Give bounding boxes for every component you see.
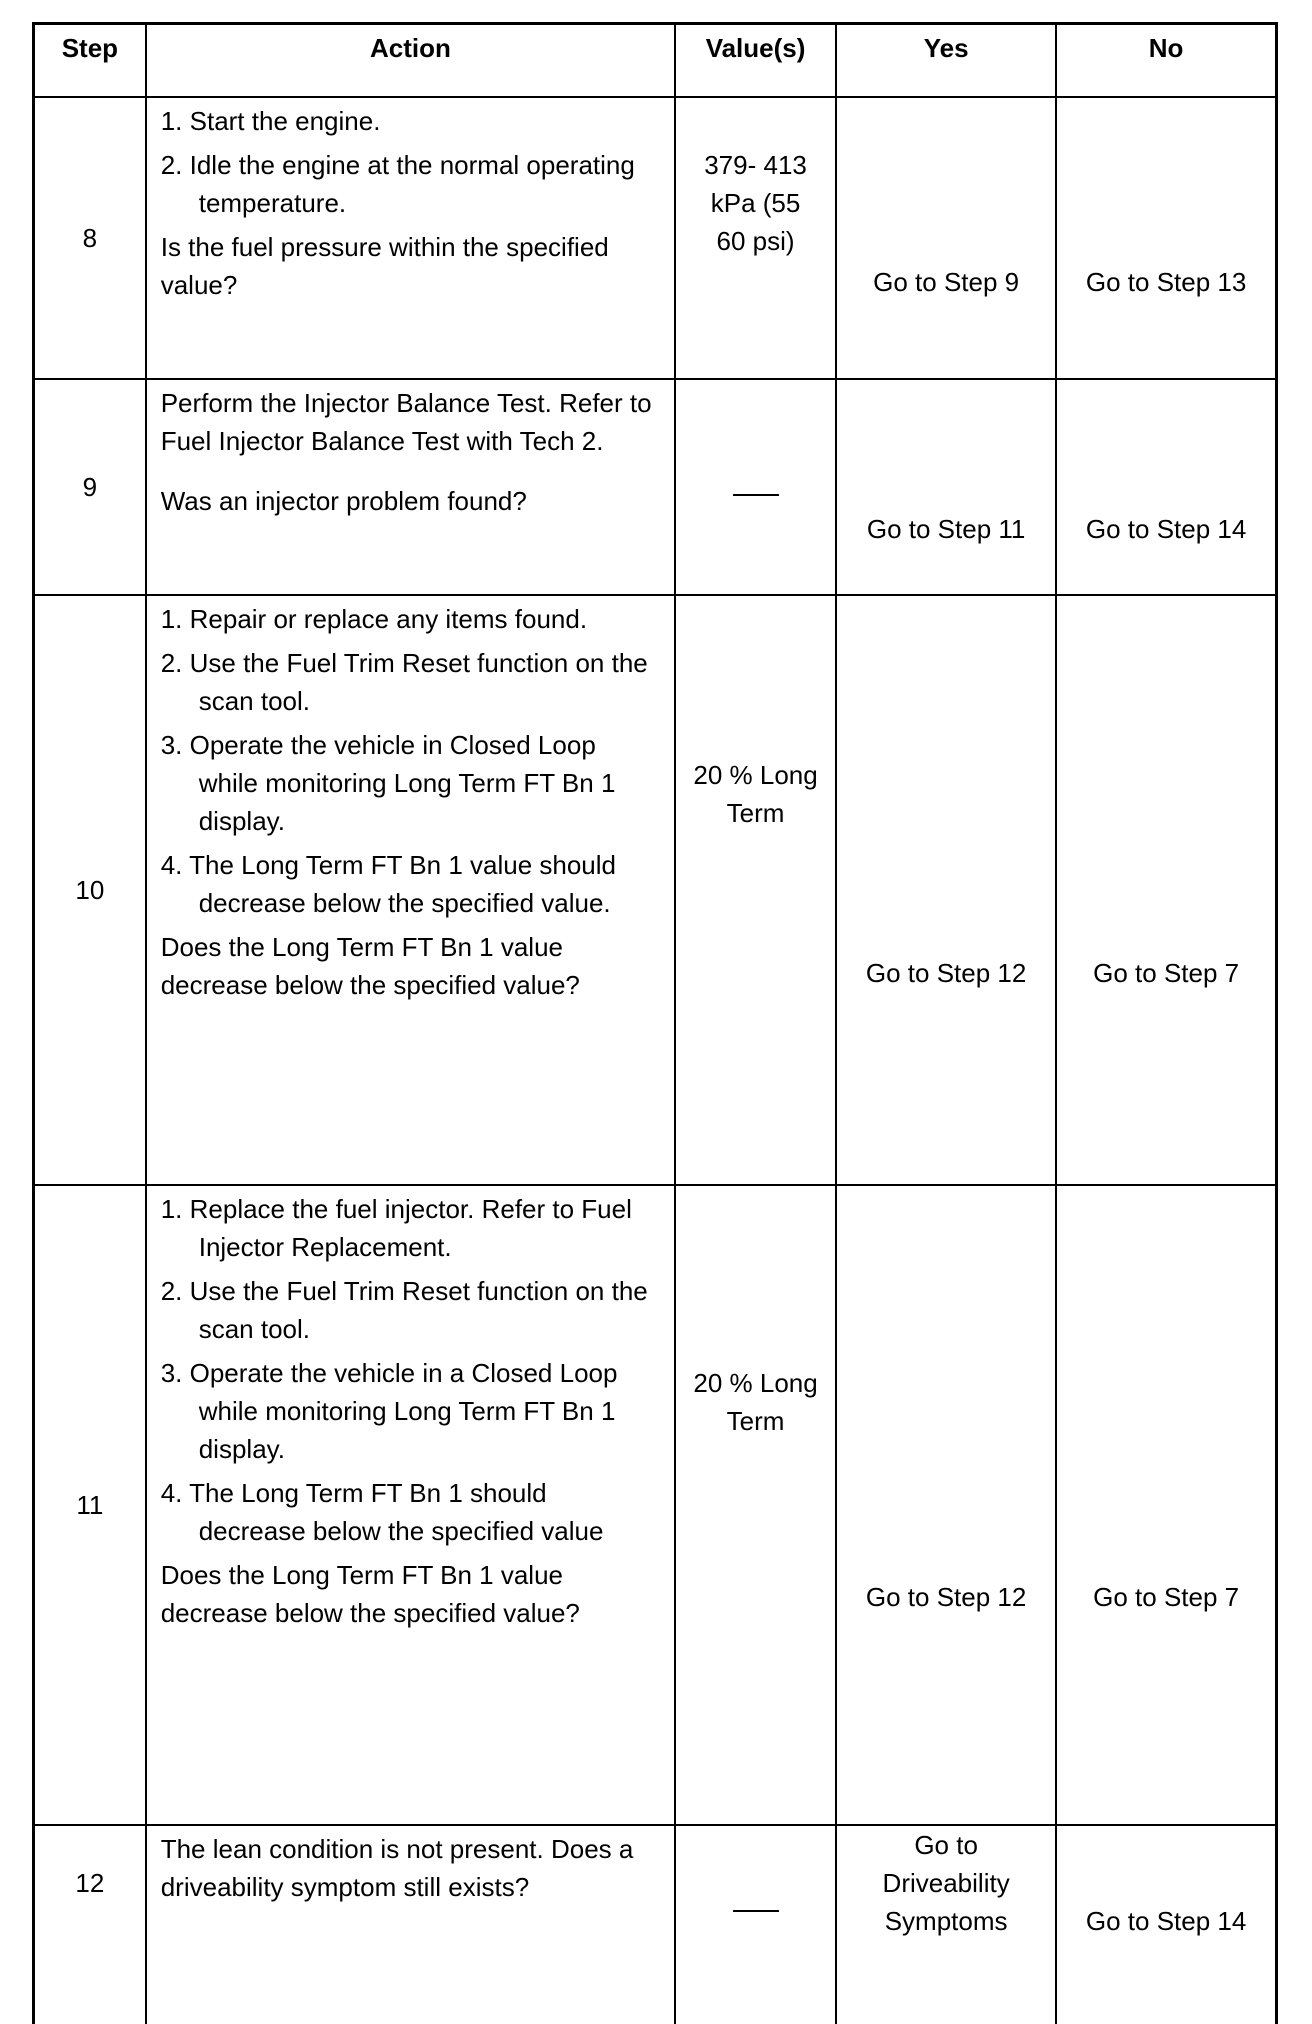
action-question: Does the Long Term FT Bn 1 value decrease below the specified value? [160,1560,580,1628]
action-item: 1. Replace the fuel injector. Refer to Fuel Injector Replacement. [160,1194,632,1262]
action-question: Does the Long Term FT Bn 1 value decrease below the specified value? [160,932,580,1000]
action-cell [146,1185,675,1825]
yes-cell [836,1185,1056,1825]
step-number: 11 [34,1185,146,1825]
no-cell [1056,97,1276,379]
action-item: 4. The Long Term FT Bn 1 should decrease below the specified value [160,1478,604,1546]
action-item: 3. Operate the vehicle in Closed Loop while monitoring Long Term FT Bn 1 display. [160,730,616,836]
value-cell [675,97,836,379]
action-cell [146,1825,675,2024]
step-number: 9 [34,379,146,595]
action-cell [146,379,675,595]
yes-cell [836,97,1056,379]
action-item: 1. Start the engine. [160,106,381,136]
no-cell [1056,595,1276,1185]
action-question: Was an injector problem found? [160,486,527,516]
value-cell [675,1185,836,1825]
value-line: 60 psi) [716,226,795,256]
yes-cell [836,1825,1056,2024]
table-row [34,379,1277,595]
no-result: Go to Step 7 [1093,958,1240,988]
header-yes: Yes [836,24,1056,98]
header-step: Step [34,24,146,98]
header-values: Value(s) [675,24,836,98]
value-line: 379- 413 [704,150,807,180]
action-item: 2. Idle the engine at the normal operating temperature. [160,150,635,218]
no-result: Go to Step 14 [1085,1906,1247,1936]
table-row [34,97,1277,379]
yes-result: Go to Step 9 [873,267,1020,297]
step-number: 10 [34,595,146,1185]
no-result: Go to Step 7 [1093,1582,1240,1612]
action-item: 3. Operate the vehicle in a Closed Loop while monitoring Long Term FT Bn 1 display. [160,1358,618,1464]
step-number: 12 [34,1825,146,2024]
action-item: 2. Use the Fuel Trim Reset function on the scan tool. [160,648,648,716]
no-cell [1056,379,1276,595]
table-header-row [34,24,1277,98]
value-line: kPa (55 [710,188,801,218]
no-result: Go to Step 13 [1085,267,1247,297]
table-row [34,1825,1277,2024]
yes-cell [836,595,1056,1185]
value-line: 20 % Long [693,1368,818,1398]
action-item: 4. The Long Term FT Bn 1 value should decrease below the specified value. [160,850,616,918]
value-line: 20 % Long [693,760,818,790]
table-row [34,1185,1277,1825]
action-item: 1. Repair or replace any items found. [160,604,588,634]
action-cell [146,97,675,379]
table-row [34,595,1277,1185]
no-cell [1056,1185,1276,1825]
value-cell [675,595,836,1185]
yes-result: Go to Step 12 [865,958,1027,988]
action-question: Is the fuel pressure within the specified value? [160,232,609,300]
yes-result-line: Go to [914,1830,978,1860]
value-line: Term [726,798,785,828]
action-item: 2. Use the Fuel Trim Reset function on the scan tool. [160,1276,648,1344]
yes-result: Go to Step 11 [866,514,1026,544]
header-no: No [1056,24,1276,98]
empty-value-dash [733,494,779,496]
action-cell [146,595,675,1185]
value-cell [675,379,836,595]
action-item: Perform the Injector Balance Test. Refer to Fuel Injector Balance Test with Tech 2. [160,388,652,456]
diagnostic-table [32,22,1278,2024]
yes-cell [836,379,1056,595]
step-number: 8 [34,97,146,379]
action-question: The lean condition is not present. Does a driveability symptom still exists? [160,1834,634,1902]
yes-result: Go to Step 12 [865,1582,1027,1612]
yes-result-line: Driveability [882,1868,1010,1898]
empty-value-dash [733,1910,779,1912]
header-action: Action [146,24,675,98]
value-cell [675,1825,836,2024]
value-line: Term [726,1406,785,1436]
yes-result-line: Symptoms [884,1906,1008,1936]
no-cell [1056,1825,1276,2024]
no-result: Go to Step 14 [1085,514,1247,544]
